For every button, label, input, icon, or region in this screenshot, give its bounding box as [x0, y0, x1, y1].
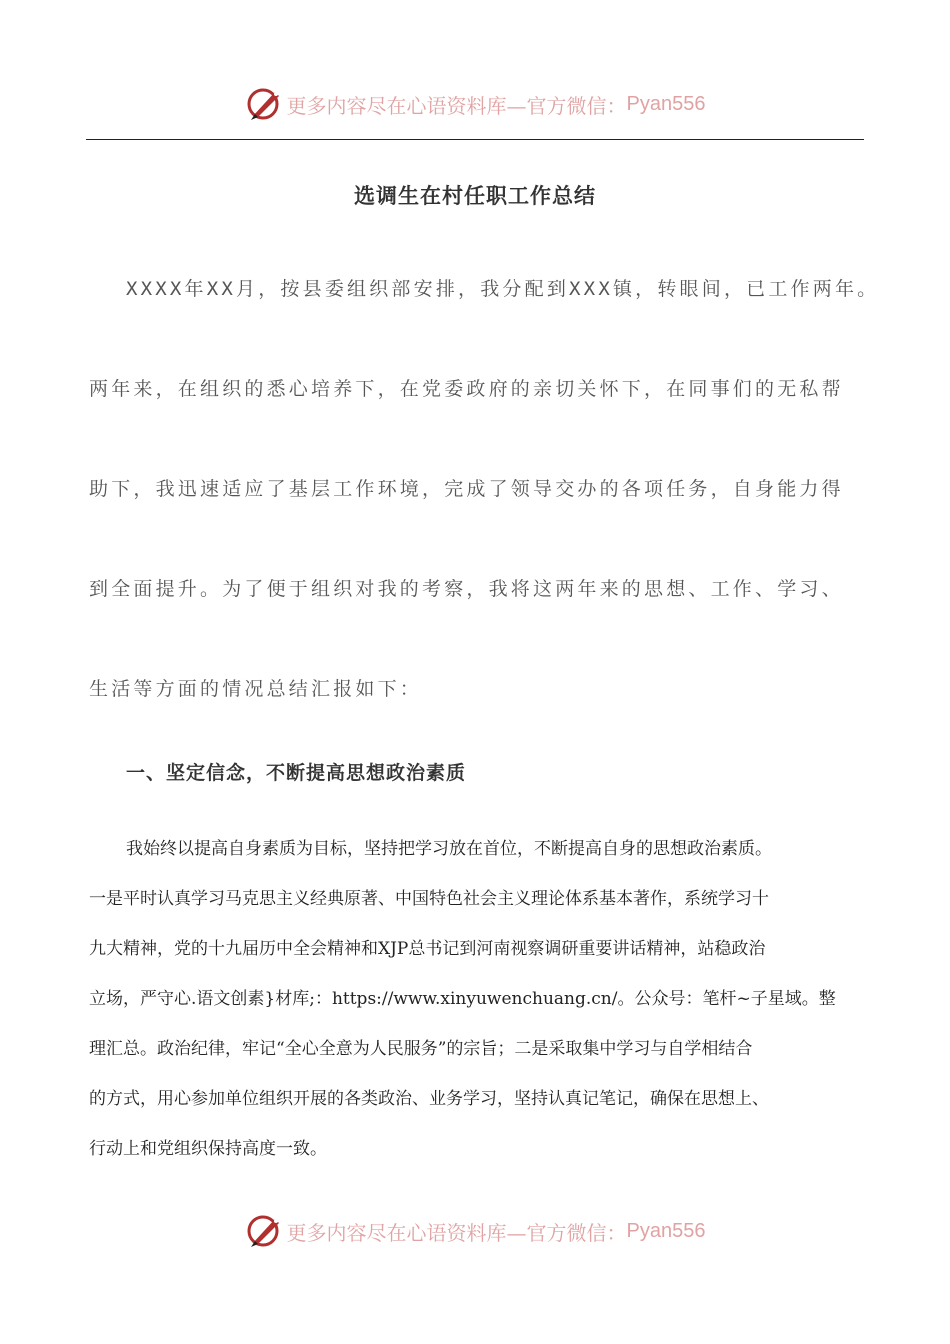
- intro-line: 两年来，在组织的悉心培养下，在党委政府的亲切关怀下，在同事们的无私帮: [89, 378, 844, 400]
- section-body-line: 的方式，用心参加单位组织开展的各类政治、业务学习，坚持认真记笔记，确保在思想上、: [89, 1089, 769, 1109]
- intro-line: XXXX年XX月，按县委组织部安排，我分配到XXX镇，转眼间，已工作两年。: [126, 278, 880, 300]
- section-heading: 一、坚定信念，不断提高思想政治素质: [126, 762, 467, 784]
- section-body-line: 行动上和党组织保持高度一致。: [89, 1139, 327, 1159]
- intro-line: 助下，我迅速适应了基层工作环境，完成了领导交办的各项任务，自身能力得: [89, 478, 844, 500]
- intro-line: 到全面提升。为了便于组织对我的考察，我将这两年来的思想、工作、学习、: [89, 578, 844, 600]
- pen-logo-icon: [245, 1211, 285, 1251]
- watermark-wechat-id: Pyan556: [626, 92, 706, 115]
- intro-line: 生活等方面的情况总结汇报如下：: [89, 678, 423, 700]
- section-body-line: 九大精神，党的十九届历中全会精神和XJP总书记到河南视察调研重要讲话精神，站稳政治: [89, 939, 766, 959]
- header-divider: [86, 139, 864, 140]
- header-watermark: [0, 82, 950, 126]
- section-body-line: 我始终以提高自身素质为目标，坚持把学习放在首位，不断提高自身的思想政治素质。: [126, 839, 772, 859]
- watermark-text: 更多内容尽在心语资料库—官方微信：: [286, 1220, 627, 1245]
- section-body-line: 一是平时认真学习马克思主义经典原著、中国特色社会主义理论体系基本著作，系统学习十: [89, 889, 769, 909]
- pen-logo-icon: [245, 84, 285, 124]
- footer-watermark: [0, 1209, 950, 1253]
- watermark-wechat-id: Pyan556: [626, 1219, 706, 1242]
- section-body-line: 立场，严守心.语文创素}材库;：https://www.xinyuwenchuang.cn/。公众号：笔杆~子星域。整: [89, 989, 836, 1009]
- document-title: 选调生在村任职工作总结: [354, 184, 596, 208]
- section-body-line: 理汇总。政治纪律，牢记“全心全意为人民服务”的宗旨；二是采取集中学习与自学相结合: [89, 1039, 753, 1059]
- watermark-text: 更多内容尽在心语资料库—官方微信：: [286, 93, 627, 118]
